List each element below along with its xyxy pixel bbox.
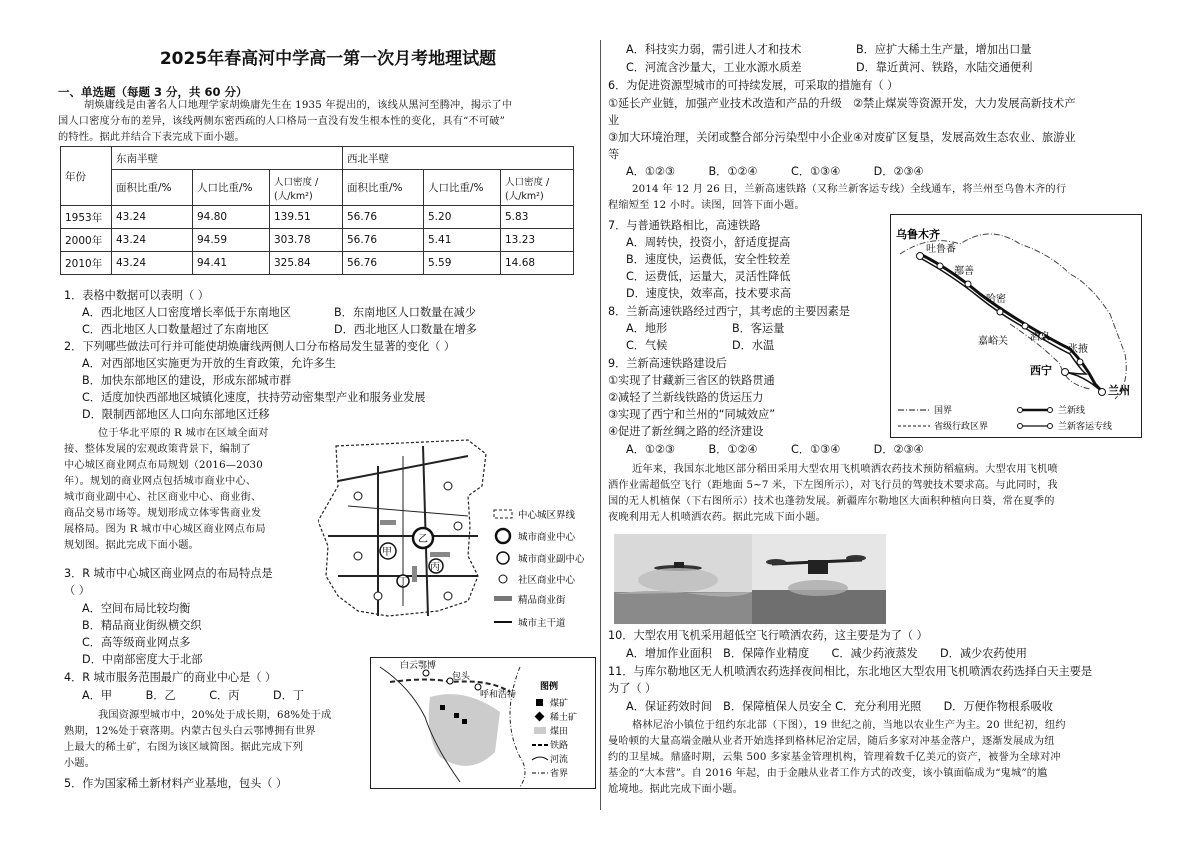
table-row: [61, 206, 574, 229]
q5-option-a[interactable]: A．科技实力弱，需引进人才和技术: [626, 43, 802, 56]
table-cell: 303.78: [270, 229, 343, 252]
exam-title: 2025年春高河中学高一第一次月考地理试题: [159, 49, 497, 69]
passage-r-city-line: 规划图。据此完成下面小题。: [64, 540, 200, 551]
passage-greenwich-line: 格林尼治小镇位于纽约东北部（下图），19 世纪之前，当地以农业生产为主。20 世纪初，纽约: [632, 720, 1066, 731]
table-cell: 56.76: [343, 229, 424, 252]
passage-railway-line: 2014 年 12 月 26 日，兰新高速铁路（又称兰新客运专线）全线通车，将兰州至乌鲁木齐的行: [632, 184, 1067, 195]
passage-baotou-line: 小题。: [64, 758, 96, 769]
legend-center-boundary: 中心城区界线: [518, 510, 576, 521]
city-baotou: 包头: [452, 672, 471, 682]
table-subheader: 人口比重/%: [193, 170, 270, 206]
intro-line-3: 的特性。据此并结合下表完成下面小题。: [58, 132, 245, 143]
table-cell: 56.76: [343, 206, 424, 229]
q6-item-line: 业: [608, 114, 620, 127]
legend-lanxin-line: 兰新线: [1058, 406, 1086, 416]
table-cell: 5.83: [501, 206, 574, 229]
passage-r-city-line: 商品交易市场等。规划形成立体零售商业发: [64, 508, 262, 519]
q8-option-a[interactable]: A．地形: [626, 322, 668, 335]
legend-province-border: 省界: [550, 769, 569, 779]
q1-stem: 1．表格中数据可以表明（ ）: [64, 289, 209, 302]
q3-option-a[interactable]: A．空间布局比较均衡: [82, 602, 191, 615]
legend-national-border: 国界: [934, 406, 953, 416]
lanxin-railway-map: [890, 214, 1142, 438]
q11-stem-cont: 为了（ ）: [608, 682, 657, 695]
city-jiuquan: 酒泉: [1030, 332, 1050, 343]
passage-greenwich-line: 曼哈顿的大量高端金融从业者开始选择到格林尼治定居，随后多家对冲基金落户，逐渐发展成为纽: [608, 736, 1055, 747]
table-header-southeast: 东南半壁: [112, 147, 343, 170]
q3-paren: （ ）: [64, 584, 90, 597]
city-urumqi: 乌鲁木齐: [896, 228, 940, 241]
passage-aircraft-line: 国的无人机植保（下右图所示）技术也蓬勃发展。新疆库尔勒地区大面积种植向日葵，常在夏季的: [608, 496, 1055, 507]
legend-lanxin-passenger: 兰新客运专线: [1058, 422, 1113, 432]
table-cell: 1953年: [61, 206, 112, 229]
q1-option-a[interactable]: A．西北地区人口密度增长率低于东南地区: [82, 306, 292, 319]
city-hami: 哈密: [986, 294, 1006, 305]
table-cell: 5.59: [424, 252, 501, 275]
section-heading: 一、单选题（每题 3 分，共 60 分）: [58, 85, 248, 99]
q2-option-b[interactable]: B．加快东部地区的建设，形成东部城市群: [82, 374, 292, 387]
q1-option-b[interactable]: B．东南地区人口数量在减少: [334, 306, 476, 319]
passage-greenwich-line: 约的卫星城。鼎盛时期，云集 500 多家基金管理机构，管理着数千亿美元的资产，被誉为全球对冲: [608, 752, 1061, 763]
q9-options[interactable]: A．①②③ B．①②④ C．①③④ D．②③④: [626, 443, 924, 456]
table-cell: 43.24: [112, 252, 193, 275]
q10-options[interactable]: A．增加作业面积 B．保障作业精度 C．减少药液蒸发 D．减少农药使用: [626, 647, 1027, 660]
q9-stem: 9．兰新高速铁路建设后: [608, 357, 727, 370]
q4-stem: 4．R 城市服务范围最广的商业中心是（ ）: [64, 671, 277, 684]
q7-option-c[interactable]: C．运费低，运量大，灵活性降低: [626, 270, 791, 283]
q3-stem: 3．R 城市中心城区商业网点的布局特点是: [64, 567, 273, 580]
commerce-centers: [354, 482, 462, 600]
q3-option-c[interactable]: C．高等级商业网点多: [82, 636, 191, 649]
q9-item: ③实现了西宁和兰州的“同城效应”: [608, 408, 776, 421]
map-label-yi: 乙: [418, 534, 428, 545]
table-header-year: 年份: [61, 147, 112, 206]
passage-greenwich-line: 尬境地。据此完成下面小题。: [608, 784, 744, 795]
map-label-bing: 丙: [430, 562, 440, 573]
q8-option-c[interactable]: C．气候: [626, 339, 668, 352]
q2-option-a[interactable]: A．对西部地区实施更为开放的生育政策，允许多生: [82, 357, 336, 370]
legend-sub-center: 城市商业副中心: [518, 554, 585, 565]
table-cell: 5.20: [424, 206, 501, 229]
legend-title: 图例: [540, 682, 559, 692]
table-cell: 94.41: [193, 252, 270, 275]
passage-greenwich-line: 基金的“大本营”。自 2016 年起，由于金融从业者工作方式的改变，该小镇面临成为“鬼城”的尴: [608, 768, 1048, 779]
q7-option-a[interactable]: A．周转快，投资小，舒适度提高: [626, 236, 791, 249]
q6-stem: 6．为促进资源型城市的可持续发展，可采取的措施有（ ）: [608, 79, 899, 92]
table-subheader: 面积比重/%: [343, 170, 424, 206]
q11-stem: 11．与库尔勒地区无人机喷洒农药选择夜间相比，东北地区大型农用飞机喷洒农药选择白天主要是: [608, 665, 1093, 678]
city-hohhot: 呼和浩特: [480, 690, 517, 700]
table-subheader: 人口密度 / (人/km²): [270, 170, 343, 206]
q3-option-d[interactable]: D．中南部密度大于北部: [82, 653, 203, 666]
q6-item-line: 等: [608, 148, 620, 161]
q6-item-line: ①延长产业链，加强产业技术改造和产品的升级 ②禁止煤炭等资源开发，大力发展高新技术产: [608, 97, 1076, 110]
legend-coalfield: 煤田: [550, 727, 569, 737]
q8-stem: 8．兰新高速铁路经过西宁，其考虑的主要因素是: [608, 305, 851, 318]
passage-r-city-line: 接、整体发展的宏观政策背景下，编制了: [64, 444, 251, 455]
passage-r-city-line: 位于华北平原的 R 城市在区域全面对: [98, 428, 269, 439]
baotou-region-map: [370, 657, 596, 789]
passage-aircraft-line: 洒作业需超低空飞行（距地面 5~7 米，下左图所示），对飞行员的驾驶技术要求高。与此同时，我: [608, 480, 1058, 491]
q3-option-b[interactable]: B．精品商业街纵横交织: [82, 619, 202, 632]
map-label-jia: 甲: [382, 547, 392, 558]
q2-option-d[interactable]: D．限制西部地区人口向东部地区迁移: [82, 408, 270, 421]
passage-baotou-line: 熟期，12%处于衰落期。内蒙古包头白云鄂博拥有世界: [64, 726, 316, 737]
city-xining: 西宁: [1030, 364, 1052, 377]
passage-r-city-line: 年）。规划的商业网点包括城市商业中心、: [64, 476, 257, 487]
city-zhangye: 张掖: [1068, 344, 1088, 355]
q8-option-d[interactable]: D．水温: [732, 339, 775, 352]
q5-stem: 5．作为国家稀土新材料产业基地，包头（ ）: [64, 777, 288, 790]
legend-coal-mine: 煤矿: [550, 699, 569, 709]
q10-stem: 10．大型农用飞机采用超低空飞行喷洒农药，这主要是为了（ ）: [608, 629, 928, 642]
table-header-northwest: 西北半壁: [343, 147, 574, 170]
table-cell: 13.23: [501, 229, 574, 252]
city-baiyunebo: 白云鄂博: [400, 661, 437, 671]
table-cell: 2010年: [61, 252, 112, 275]
q5-option-d[interactable]: D．靠近黄河、铁路，水陆交通便利: [856, 61, 1033, 74]
q6-options[interactable]: A．①②③ B．①②④ C．①③④ D．②③④: [626, 165, 924, 178]
legend-main-road: 城市主干道: [518, 618, 566, 629]
table-cell: 325.84: [270, 252, 343, 275]
legend-city-commerce-center: 城市商业中心: [518, 532, 576, 543]
passage-r-city-line: 展格局。图为 R 城市中心城区商业网点布局: [64, 524, 266, 535]
q9-item: ②减轻了兰新线铁路的货运压力: [608, 391, 764, 404]
q8-option-b[interactable]: B．客运量: [732, 322, 785, 335]
legend-provincial-border: 省级行政区界: [934, 422, 989, 432]
q2-option-c[interactable]: C．适度加快西部地区城镇化速度，扶持劳动密集型产业和服务业发展: [82, 391, 426, 404]
crop-duster-photo: [614, 534, 752, 624]
intro-line-2: 国人口密度分布的差异，该线两侧东密西疏的人口格局一直没有发生根本性的变化，具有“不可破”: [58, 116, 506, 127]
legend-boutique-street: 精品商业街: [518, 595, 566, 606]
drone-photo: [752, 534, 886, 624]
passage-baotou-line: 我国资源型城市中，20%处于成长期，68%处于成: [98, 710, 332, 721]
q1-option-c[interactable]: C．西北地区人口数量超过了东南地区: [82, 323, 269, 336]
table-subheader: 面积比重/%: [112, 170, 193, 206]
table-cell: 2000年: [61, 229, 112, 252]
passage-r-city-line: 中心城区商业网点布局规划（2016—2030: [64, 460, 263, 471]
population-table: [60, 146, 574, 275]
map-label-ding: 丁: [398, 577, 408, 588]
intro-line-1: 胡焕庸线是由著名人口地理学家胡焕庸先生在 1935 年提出的，该线从黑河至腾冲，揭示了中: [84, 100, 513, 111]
legend-railway: 铁路: [550, 741, 569, 751]
table-cell: 94.80: [193, 206, 270, 229]
q7-option-b[interactable]: B．速度快，运费低，安全性较差: [626, 253, 791, 266]
passage-aircraft-line: 近年来，我国东北地区部分稻田采用大型农用飞机喷洒农药技术预防稻瘟病。大型农用飞机喷: [632, 464, 1058, 475]
city-lanzhou: 兰州: [1108, 384, 1130, 397]
q11-options[interactable]: A．保证药效时间 B．保障植保人员安全 C．充分利用光照 D．万便作物根系吸收: [626, 700, 1053, 713]
q5-option-c[interactable]: C．河流含沙量大，工业水源水质差: [626, 61, 802, 74]
right-column: [608, 0, 1148, 847]
q2-stem: 2．下列哪些做法可行并可能使胡焕庸线两侧人口分布格局发生显著的变化（ ）: [64, 340, 456, 353]
passage-railway-line: 程缩短至 12 小时。读图，回答下面小题。: [608, 200, 805, 211]
q9-item: ①实现了甘藏新三省区的铁路贯通: [608, 374, 775, 387]
passage-baotou-line: 上最大的稀土矿，右图为该区域简图。据此完成下列: [64, 742, 303, 753]
city-turpan: 吐鲁番: [926, 244, 956, 255]
passage-aircraft-line: 夜晚利用无人机喷洒农药。据此完成下面小题。: [608, 512, 827, 523]
r-city-map: [318, 426, 594, 636]
legend-community-center: 社区商业中心: [518, 575, 576, 586]
table-cell: 43.24: [112, 229, 193, 252]
q9-item: ④促进了新丝绸之路的经济建设: [608, 425, 764, 438]
table-cell: 43.24: [112, 206, 193, 229]
q7-stem: 7．与普通铁路相比，高速铁路: [608, 219, 761, 232]
q6-item-line: ③加大环境治理，关闭或整合部分污染型中小企业④对废矿区复垦，发展高效生态农业、旅游业: [608, 131, 1076, 144]
table-subheader: 人口比重/%: [424, 170, 501, 206]
table-row: [61, 252, 574, 275]
q5-option-b[interactable]: B．应扩大稀土生产量，增加出口量: [856, 43, 1032, 56]
passage-r-city-line: 城市商业副中心、社区商业中心、商业街、: [64, 492, 262, 503]
q1-option-d[interactable]: D．西北地区人口数量在增多: [334, 323, 477, 336]
q7-option-d[interactable]: D．速度快，效率高，技术要求高: [626, 287, 792, 300]
q4-options[interactable]: A．甲 B．乙 C．丙 D．丁: [82, 689, 304, 702]
table-cell: 56.76: [343, 252, 424, 275]
city-shanshan: 鄯善: [954, 266, 974, 277]
legend-river: 河流: [550, 755, 569, 765]
table-subheader: 人口密度 / (人/km²): [501, 170, 574, 206]
table-row: [61, 229, 574, 252]
city-jiayuguan: 嘉峪关: [978, 336, 1008, 347]
left-column: [58, 0, 598, 847]
table-cell: 14.68: [501, 252, 574, 275]
table-cell: 94.59: [193, 229, 270, 252]
table-cell: 139.51: [270, 206, 343, 229]
table-cell: 5.41: [424, 229, 501, 252]
legend-rare-earth: 稀土矿: [550, 713, 578, 723]
column-divider: [600, 40, 601, 810]
